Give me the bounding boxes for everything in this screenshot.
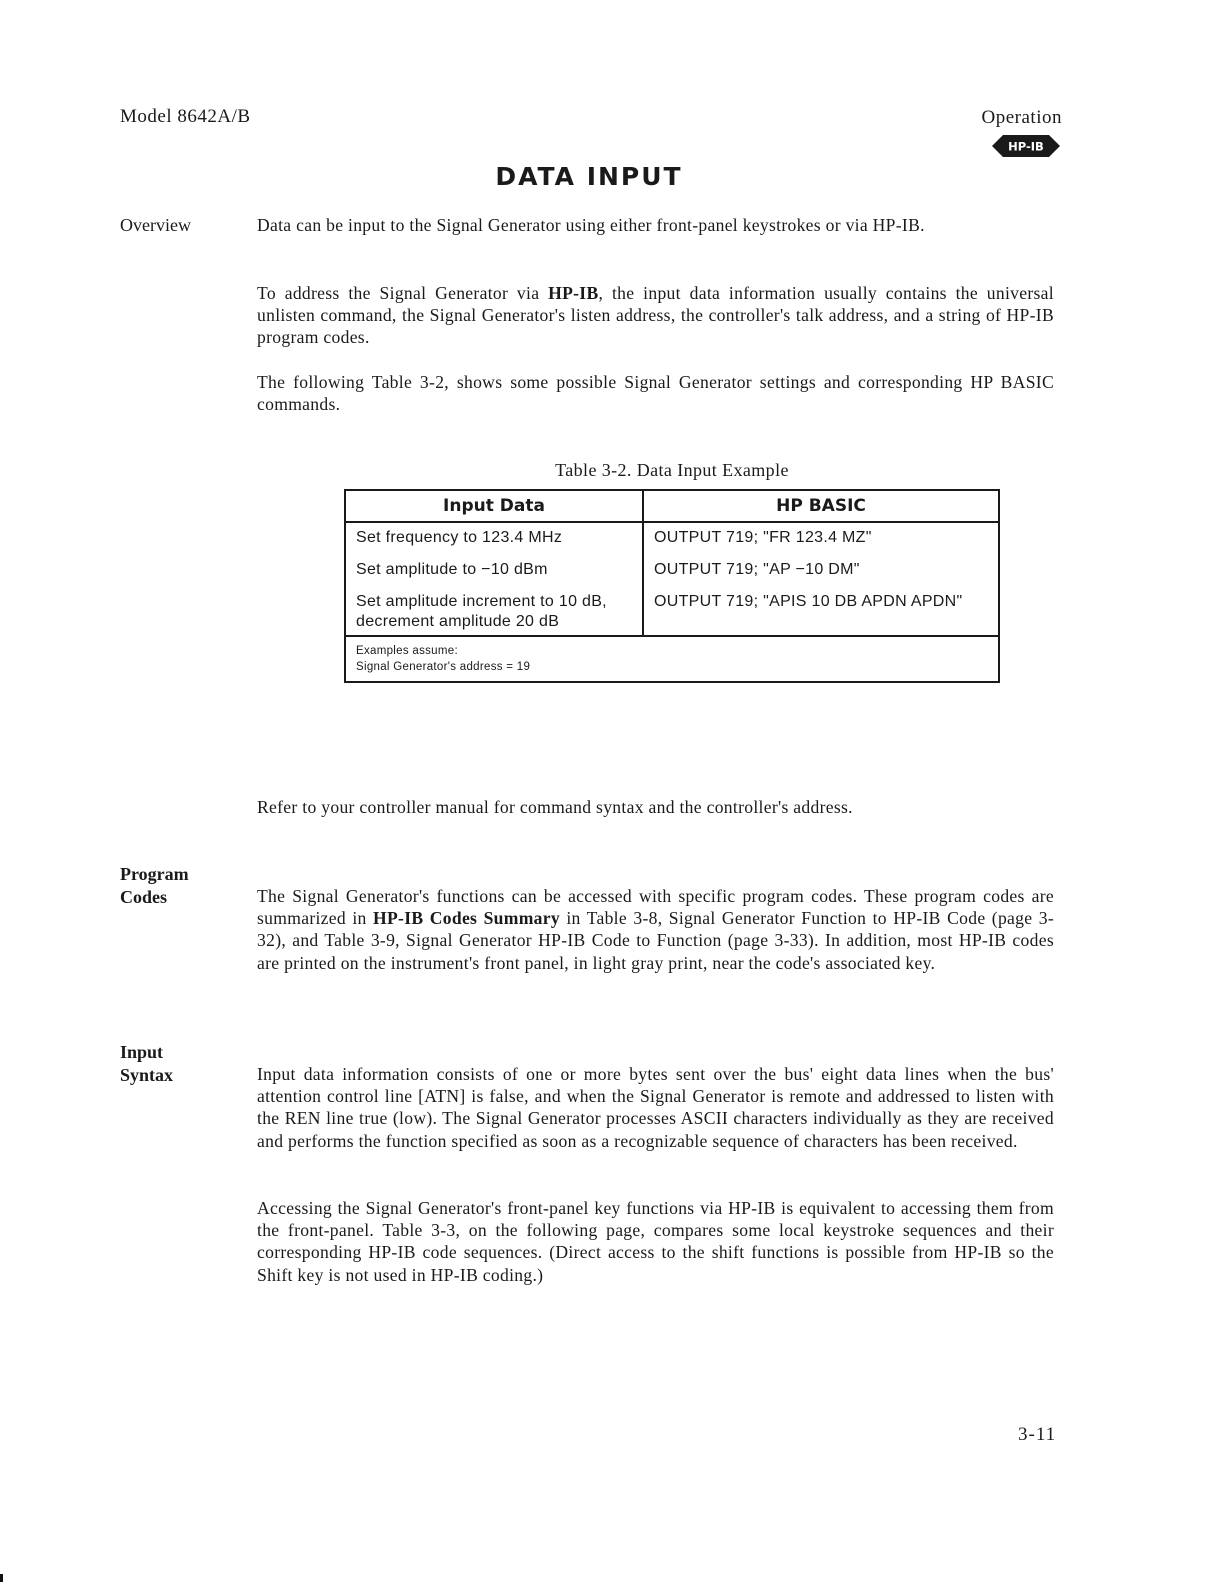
section-header: Operation: [981, 107, 1062, 128]
program-codes-bold: HP-IB Codes Summary: [373, 908, 560, 929]
table-note-line-2: Signal Generator's address = 19: [356, 661, 531, 673]
table-note-divider: [346, 635, 998, 637]
table-cell-row1-basic: OUTPUT 719; "FR 123.4 MZ": [654, 529, 872, 546]
program-codes-pre: The Signal Generator's functions can be accessed with specific program codes. These program codes are summarized in: [257, 886, 1054, 929]
table-cell-row3-input: Set amplitude increment to 10 dB, decrement amplitude 20 dB: [356, 593, 607, 630]
input-syntax-label-line-1: Input: [120, 1042, 164, 1062]
page-title: DATA INPUT: [495, 162, 683, 191]
program-codes-paragraph: [257, 885, 1054, 974]
input-syntax-paragraph-2: Accessing the Signal Generator's front-panel key functions via HP-IB is equivalent to accessing them from the front-panel. Table 3-3, on the following page, compares some local keystroke sequences and their corresponding HP-IB code sequences. (Direct access to the shift functions is possible from HP-IB so the Shift key is not used in HP-IB coding.): [257, 1198, 1054, 1285]
table-header-input-data: Input Data: [443, 496, 545, 516]
table-cell-row3-basic: OUTPUT 719; "APIS 10 DB APDN APDN": [654, 593, 963, 610]
program-codes-post: in Table 3-8, Signal Generator Function to HP-IB Code (page 3-32), and Table 3-9, Signal Generator HP-IB Code to Function (page 3-33). In addition, most HP-IB codes are printed on the instrument's front panel, in light gray print, near the code's associated key.: [257, 908, 1054, 973]
table-header-hp-basic: HP BASIC: [776, 496, 866, 516]
overview-label: Overview: [120, 215, 191, 235]
hpib-badge-label: HP-IB: [1008, 139, 1044, 154]
table-note-line-1: Examples assume:: [356, 645, 458, 657]
refer-paragraph: Refer to your controller manual for command syntax and the controller's address.: [257, 797, 853, 817]
overview-p2-bold: HP-IB: [548, 283, 599, 303]
scan-mark: [0, 1574, 3, 1582]
table-cell-row1-input: Set frequency to 123.4 MHz: [356, 529, 563, 546]
input-syntax-paragraph-1: Input data information consists of one or more bytes sent over the bus' eight data lines when the bus' attention control line [ATN] is false, and when the Signal Generator is remote and addressed to listen with the REN line true (low). The Signal Generator processes ASCII characters individually as they are received and performs the function specified as soon as a recognizable sequence of characters has been received.: [257, 1064, 1054, 1151]
overview-paragraph-1: Data can be input to the Signal Generator using either front-panel keystrokes or via HP-IB.: [257, 215, 925, 235]
model-header: Model 8642A/B: [120, 106, 251, 127]
overview-paragraph-3: The following Table 3-2, shows some possible Signal Generator settings and corresponding HP BASIC commands.: [257, 372, 1054, 415]
hpib-badge-icon: [992, 134, 1060, 158]
page-number: 3-11: [1018, 1424, 1057, 1445]
table-caption: Table 3-2. Data Input Example: [555, 460, 789, 480]
table-cell-row2-input: Set amplitude to −10 dBm: [356, 561, 548, 578]
program-codes-label-line-1: Program: [120, 864, 189, 884]
input-syntax-label-line-2: Syntax: [120, 1065, 174, 1085]
table-cell-row2-basic: OUTPUT 719; "AP −10 DM": [654, 561, 860, 578]
table-column-divider: [642, 491, 644, 637]
overview-p2-pre: To address the Signal Generator via: [257, 283, 549, 303]
overview-p2-post: , the input data information usually contains the universal unlisten command, the Signal Generator's listen address, the controller's talk address, and a string of HP-IB program codes.: [257, 283, 1054, 348]
program-codes-label-line-2: Codes: [120, 887, 168, 907]
table-header-divider: [346, 521, 998, 523]
overview-paragraph-2: [257, 282, 1054, 349]
data-input-table: [344, 489, 1000, 683]
